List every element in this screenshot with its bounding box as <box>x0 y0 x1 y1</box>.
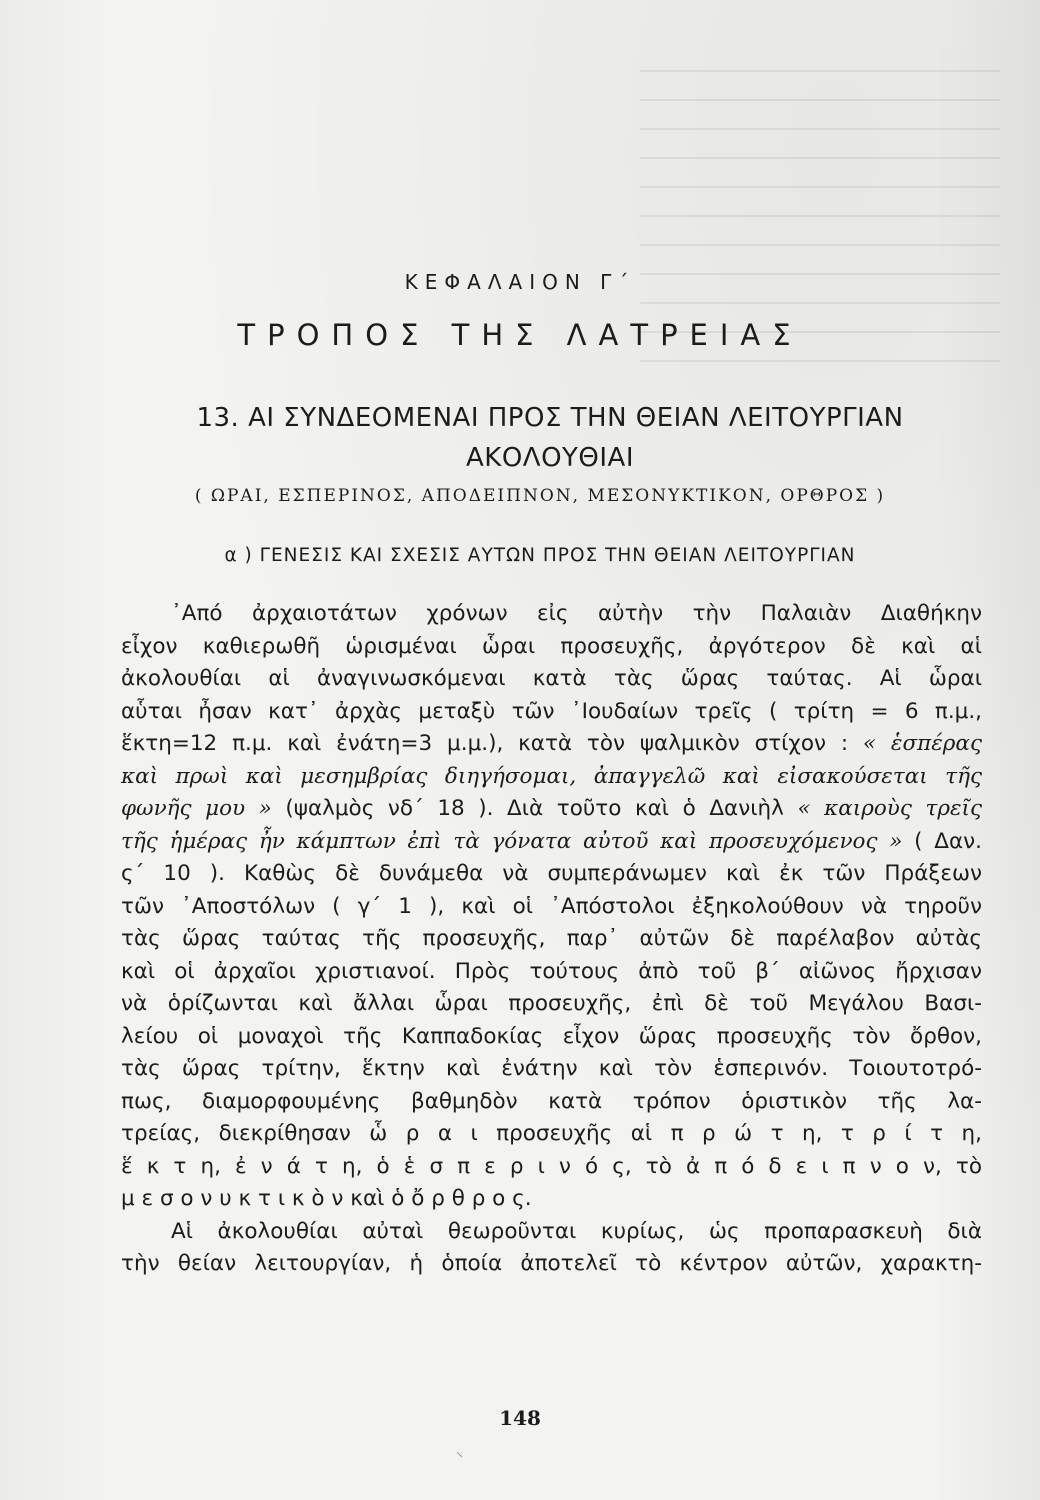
text-line: τὴν θείαν λειτουργίαν, ἡ ὁποία ἀποτελεῖ τὸ κέντρον αὐτῶν, χαρακτη- <box>121 1251 982 1276</box>
text-line <box>121 761 982 794</box>
text-line <box>121 793 982 826</box>
text-line: Αἱ ἀκολουθίαι αὐταὶ θεωροῦνται κυρίως, ὡς προπαρασκευὴ διὰ <box>171 1218 982 1244</box>
spaced-run: τ ρ ί τ η, <box>840 1121 982 1146</box>
text-line <box>121 826 982 859</box>
chapter-heading: ΚΕΦΑΛΑΙΟΝ Γ΄ <box>404 270 636 294</box>
text-line: νὰ ὁρίζωνται καὶ ἄλλαι ὧραι προσευχῆς, ἐπὶ δὲ τοῦ Μεγάλου Βασι- <box>121 991 982 1016</box>
spaced-run: ἐ ν ά τ η, <box>234 1153 363 1179</box>
quote-run: « καιροὺς τρεῖς <box>797 796 982 821</box>
section-title-line-1: 13. ΑΙ ΣΥΝΔΕΟΜΕΝΑΙ ΠΡΟΣ ΤΗΝ ΘΕΙΑΝ ΛΕΙΤΟΥΡΓΙΑΝ <box>196 403 904 433</box>
spaced-run: π ρ ώ τ η, <box>670 1121 823 1146</box>
part-title: ΤΡΟΠΟΣ ΤΗΣ ΛΑΤΡΕΙΑΣ <box>237 318 803 352</box>
section-subtitle: ( ΩΡΑΙ, ΕΣΠΕΡΙΝΟΣ, ΑΠΟΔΕΙΠΝΟΝ, ΜΕΣΟΝΥΚΤΙΚΟΝ, ΟΡΘΡΟΣ ) <box>194 486 886 506</box>
text-line <box>121 728 982 761</box>
text-line: πως, διαμορφουμένης βαθμηδὸν κατὰ τρόπον ὁριστικὸν τῆς λα- <box>121 1088 982 1114</box>
text-run: (ψαλμὸς νδ΄ 18 ). Διὰ τοῦτο καὶ ὁ Δανιὴλ <box>285 796 784 821</box>
text-line: καὶ οἱ ἀρχαῖοι χριστιανοί. Πρὸς τούτους ἀπὸ τοῦ β΄ αἰῶνος ἤρχισαν <box>121 958 982 984</box>
text-line <box>121 1183 982 1216</box>
spaced-run: ὧ ρ α ι <box>369 1121 478 1146</box>
text-line: ᾽Από ἀρχαιοτάτων χρόνων εἰς αὐτὴν τὴν Παλαιὰν Διαθήκην <box>171 601 982 626</box>
quote-run: φωνῆς μου » <box>121 796 272 821</box>
body-text <box>121 598 982 1281</box>
spaced-run: ὄ ρ θ ρ ο ς. <box>411 1186 532 1211</box>
section-title <box>170 398 930 478</box>
quote-run: τῆς ἡμέρας ἦν κάμπτων ἐπὶ τὰ γόνατα αὐτοῦ καὶ προσευχόμενος » <box>121 828 903 854</box>
text-run: καὶ ὁ <box>350 1186 405 1211</box>
text-line: τὰς ὥρας ταύτας τῆς προσευχῆς, παρ᾽ αὐτῶν δὲ παρέλαβον αὐτὰς <box>121 926 982 951</box>
text-line: λείου οἱ μοναχοὶ τῆς Καππαδοκίας εἶχον ὥρας προσευχῆς τὸν ὄρθον, <box>121 1023 982 1049</box>
text-run: ὁ <box>376 1153 390 1179</box>
section-title-line-2: ΑΚΟΛΟΥΘΙΑΙ <box>465 443 635 473</box>
subsection-heading: α ) ΓΕΝΕΣΙΣ ΚΑΙ ΣΧΕΣΙΣ ΑΥΤΩΝ ΠΡΟΣ ΤΗΝ ΘΕΙΑΝ ΛΕΙΤΟΥΡΓΙΑΝ <box>224 545 856 566</box>
spaced-run: ἕ κ τ η, <box>121 1153 221 1179</box>
text-line: ς΄ 10 ). Καθὼς δὲ δυνάμεθα νὰ συμπεράνωμεν καὶ ἐκ τῶν Πράξεων <box>121 861 982 886</box>
spaced-run: ἑ σ π ε ρ ι ν ό ς, <box>403 1153 632 1179</box>
text-run: ἕκτη=12 π.μ. καὶ ἐνάτη=3 μ.μ.), κατὰ τὸν ψαλμικὸν στίχον : <box>121 731 849 756</box>
text-line <box>121 1151 982 1184</box>
text-run: τὸ <box>645 1153 672 1179</box>
ink-mark: ⸌ <box>456 1450 463 1466</box>
quote-run: καὶ πρωὶ καὶ μεσημβρίας διηγήσομαι, ἀπαγγελῶ καὶ εἰσακούσεται τῆς <box>121 763 982 789</box>
text-run: τρείας, διεκρίθησαν <box>121 1121 351 1146</box>
text-line: τῶν ᾽Αποστόλων ( γ΄ 1 ), καὶ οἱ ᾽Απόστολοι ἐξηκολούθουν νὰ τηροῦν <box>121 893 982 919</box>
text-line: αὗται ἦσαν κατ᾽ ἀρχὰς μεταξὺ τῶν ᾽Ιουδαίων τρεῖς ( τρίτη = 6 π.μ., <box>121 698 982 724</box>
text-line: ἀκολουθίαι αἱ ἀναγινωσκόμεναι κατὰ τὰς ὥρας ταύτας. Αἱ ὧραι <box>121 666 982 691</box>
text-run: τὸ <box>955 1153 983 1179</box>
quote-run: « ἑσπέρας <box>862 731 982 756</box>
text-run: ( Δαν. <box>914 828 982 854</box>
text-line: εἶχον καθιερωθῆ ὡρισμέναι ὧραι προσευχῆς, ἀργότερον δὲ καὶ αἱ <box>121 633 982 659</box>
text-line: τὰς ὥρας τρίτην, ἕκτην καὶ ἐνάτην καὶ τὸν ἑσπερινόν. Τοιουτοτρό- <box>121 1056 982 1081</box>
spaced-run: ἀ π ό δ ε ι π ν ο ν, <box>685 1153 942 1179</box>
text-run: προσευχῆς αἱ <box>496 1121 653 1146</box>
page-number: 148 <box>499 1406 541 1430</box>
text-line <box>121 1118 982 1151</box>
spaced-run: μ ε σ ο ν υ κ τ ι κ ὸ ν <box>121 1186 344 1211</box>
